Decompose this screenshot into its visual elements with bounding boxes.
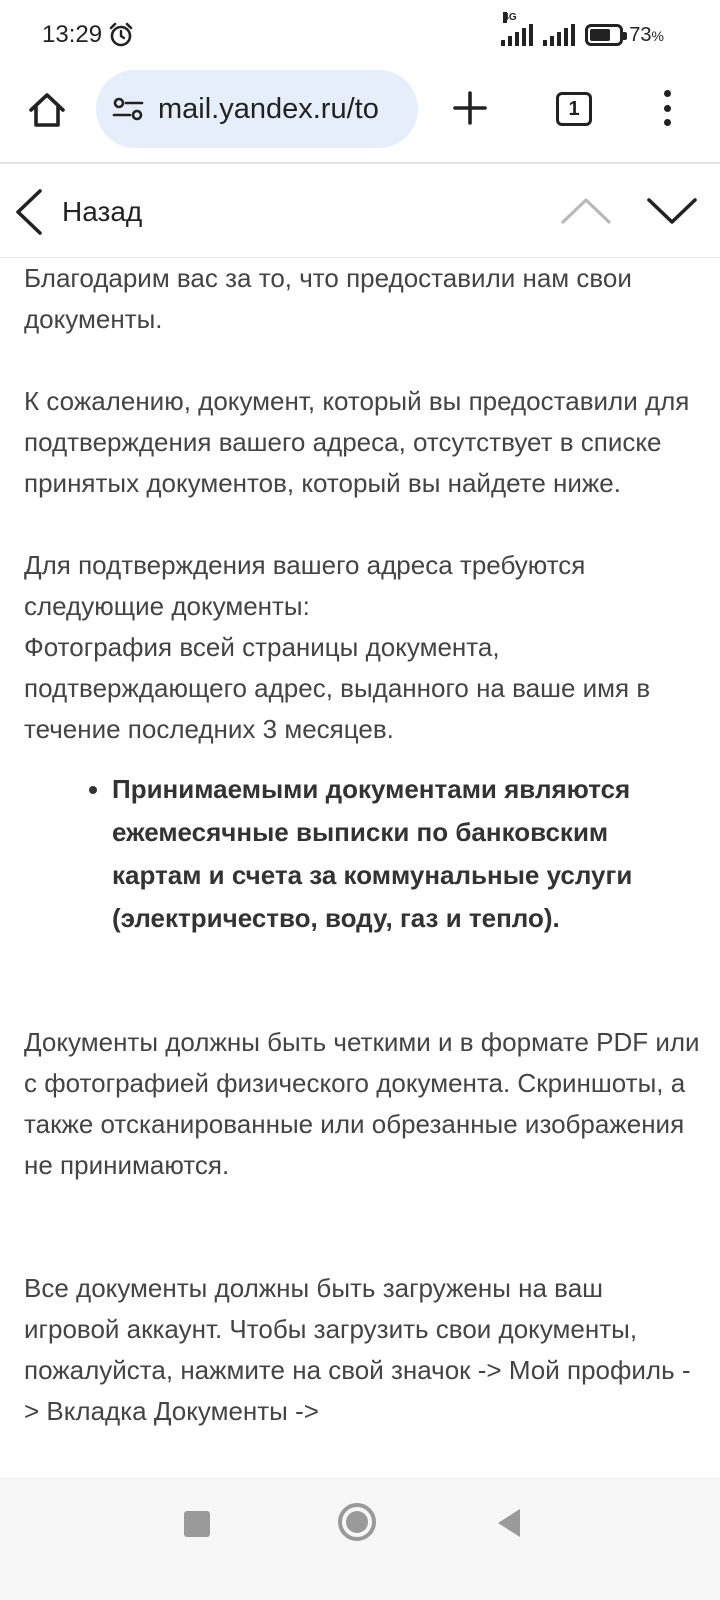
system-navigation-bar [0,1478,720,1600]
more-options-icon[interactable] [662,90,672,126]
battery-icon [585,24,623,46]
tab-switcher-button[interactable] [556,92,592,126]
list-item: • Принимаемыми документами являются ежемесячные выписки по банковским картам и счета за коммунальные услуги (электричество, воду, газ и тепло). [112,768,700,940]
message-paragraph: Документы должны быть четкими и в формате PDF или с фотографией физического документа. Скриншоты, а также отсканированные или обрезанные изображения не принимаются. [24,1027,700,1180]
battery-indicator [585,24,664,47]
back-button[interactable] [14,188,142,236]
status-bar [0,0,720,70]
next-message-icon[interactable] [646,196,698,226]
message-paragraph: Все документы должны быть загружены на ваш игровой аккаунт. Чтобы загрузить свои документы, пожалуйста, нажмите на свой значок -> Мой профиль - > Вкладка Документы -> [24,1273,691,1426]
new-tab-icon[interactable] [452,90,488,126]
back-system-icon[interactable] [498,1509,520,1537]
status-time: 13:29 [42,21,103,48]
mail-navigation-bar [0,166,720,258]
signal-icon [543,24,575,46]
battery-percent: 73% [629,23,664,46]
accepted-documents-list [24,768,700,940]
recent-apps-icon[interactable] [184,1511,210,1537]
chevron-left-icon [14,188,44,236]
home-system-icon[interactable] [338,1503,376,1541]
message-paragraph: К сожалению, документ, который вы предоставили для подтверждения вашего адреса, отсутствует в списке принятых документов, который вы найдете ниже. [24,386,690,498]
previous-message-icon[interactable] [560,196,612,226]
tab-count: 1 [568,97,580,120]
message-paragraph: Для подтверждения вашего адреса требуются следующие документы: [24,550,586,621]
browser-toolbar [0,70,720,164]
status-right [501,12,664,47]
site-settings-icon[interactable] [112,95,144,123]
alarm-icon [108,22,134,48]
status-left [42,21,134,49]
message-body [24,258,700,1478]
url-text[interactable]: mail.yandex.ru/to [158,92,379,125]
network-type-label: 4G [503,12,517,23]
message-paragraph: Фотография всей страницы документа, подтверждающего адрес, выданного на ваше имя в течение последних 3 месяцев. [24,632,651,744]
address-bar[interactable] [96,70,418,148]
signal-4g-icon [501,12,533,46]
back-label: Назад [62,196,143,227]
message-paragraph: Благодарим вас за то, что предоставили нам свои документы. [24,263,632,334]
home-icon[interactable] [27,90,67,130]
